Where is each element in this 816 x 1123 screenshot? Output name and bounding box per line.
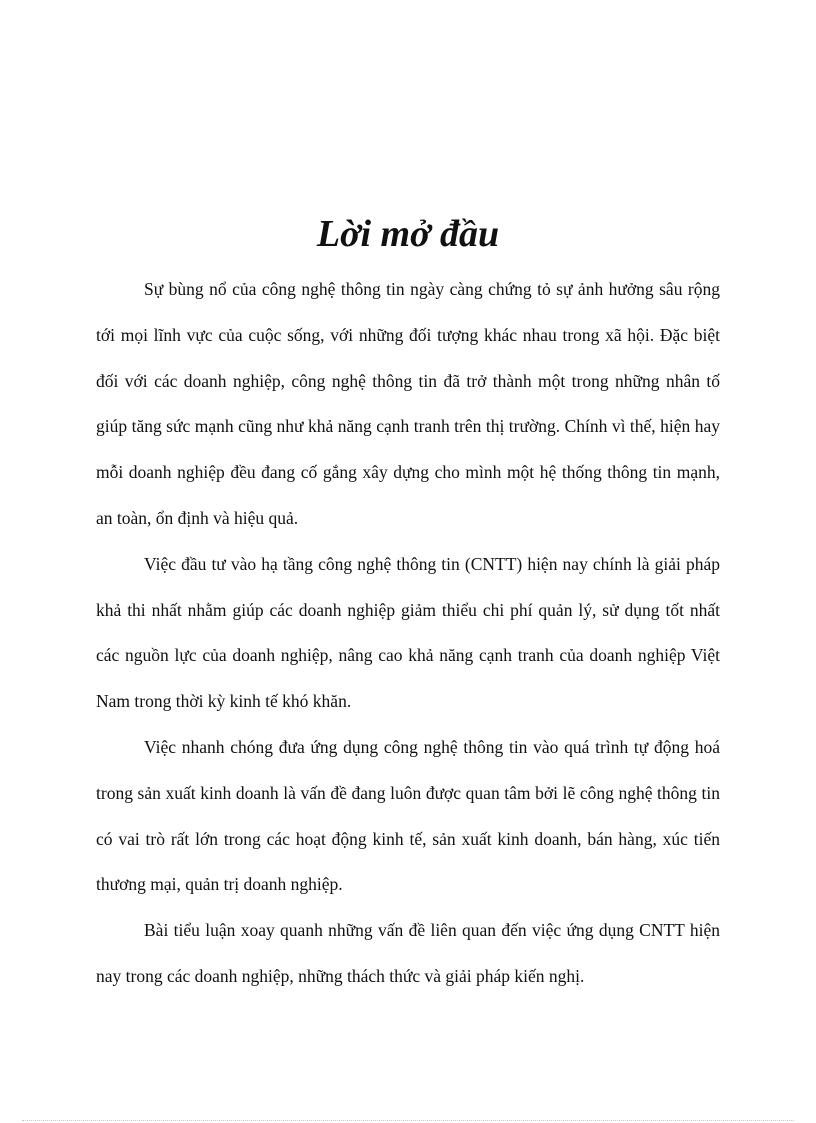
paragraph-2: Việc đầu tư vào hạ tầng công nghệ thông tin (CNTT) hiện nay chính là giải pháp khả thi nhất nhằm giúp các doanh nghiệp giảm thiểu chi phí quản lý, sử dụng tốt nhất các nguồn lực của doanh nghiệp, nâng cao khả năng cạnh tranh của doanh nghiệp Việt Nam trong thời kỳ kinh tế khó khăn. [96,553,720,712]
paragraph-3: Việc nhanh chóng đưa ứng dụng công nghệ thông tin vào quá trình tự động hoá trong sản xuất kinh doanh là vấn đề đang luôn được quan tâm bởi lẽ công nghệ thông tin có vai trò rất lớn trong các hoạt động kinh tế, sản xuất kinh doanh, bán hàng, xúc tiến thương mại, quản trị doanh nghiệp. [96,736,720,895]
document-body [96,267,720,1000]
paragraph-4: Bài tiểu luận xoay quanh những vấn đề liên quan đến việc ứng dụng CNTT hiện nay trong các doanh nghiệp, những thách thức và giải pháp kiến nghị. [96,920,720,986]
page-bottom-divider [22,1120,794,1121]
paragraph-1: Sự bùng nổ của công nghệ thông tin ngày càng chứng tỏ sự ảnh hưởng sâu rộng tới mọi lĩnh vực của cuộc sống, với những đối tượng khác nhau trong xã hội. Đặc biệt đối với các doanh nghiệp, công nghệ thông tin đã trở thành một trong những nhân tố giúp tăng sức mạnh cũng như khả năng cạnh tranh trên thị trường. Chính vì thế, hiện hay mỗi doanh nghiệp đều đang cố gắng xây dựng cho mình một hệ thống thông tin mạnh, an toàn, ổn định và hiệu quả. [96,279,720,528]
page-title: Lời mở đầu [316,213,500,255]
